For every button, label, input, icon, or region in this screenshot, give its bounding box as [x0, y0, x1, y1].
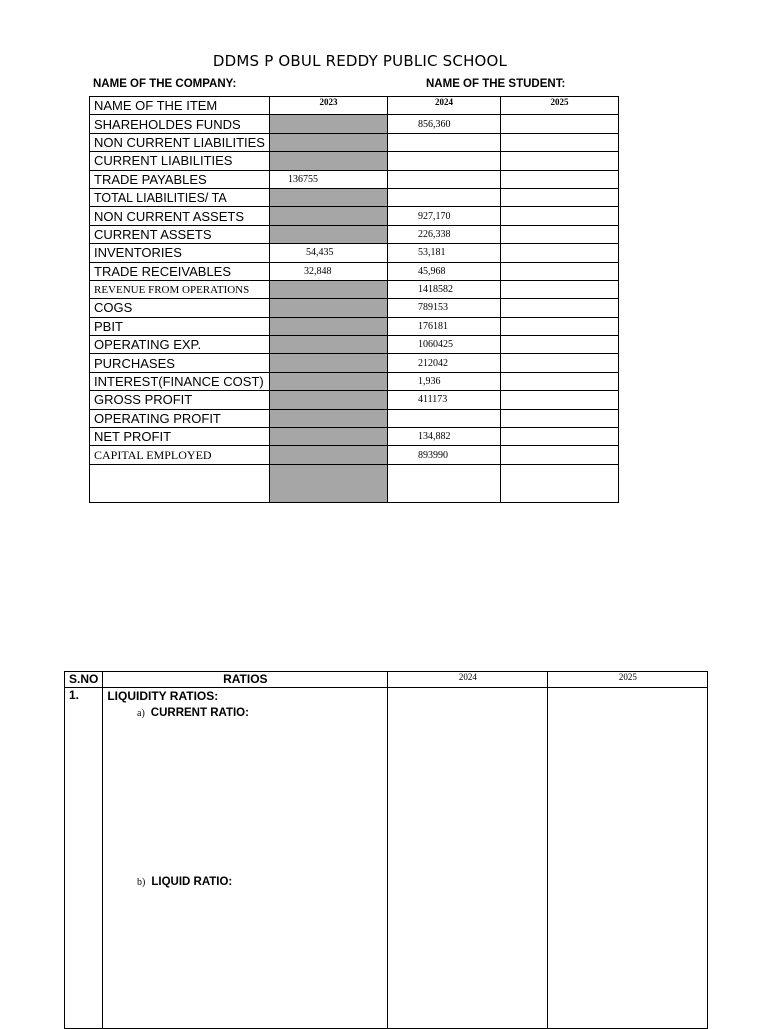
- item-name: GROSS PROFIT: [90, 391, 270, 409]
- cell-2023: 54,435: [269, 244, 387, 262]
- table-row: [90, 207, 619, 225]
- cell-2024: [387, 188, 500, 206]
- cell-2024: 45,968: [387, 262, 500, 280]
- cell-2024: 226,338: [387, 225, 500, 243]
- table-row: [90, 409, 619, 427]
- cell-2025: [500, 280, 618, 298]
- item-name: PBIT: [90, 317, 270, 335]
- cell-2023: [269, 280, 387, 298]
- cell-empty: [90, 464, 270, 502]
- cell-2023: [269, 225, 387, 243]
- ratios-cell: [103, 688, 388, 1029]
- company-name-label: NAME OF THE COMPANY:: [93, 78, 237, 90]
- item-name: OPERATING EXP.: [90, 336, 270, 354]
- cell-2025: [500, 446, 618, 464]
- item-name: OPERATING PROFIT: [90, 409, 270, 427]
- item-name: REVENUE FROM OPERATIONS: [90, 280, 270, 298]
- item-name: NET PROFIT: [90, 428, 270, 446]
- items-header-row: [90, 97, 619, 115]
- table-row: [90, 225, 619, 243]
- cell-2025: [500, 409, 618, 427]
- sub-ratio-label: LIQUID RATIO:: [151, 876, 233, 888]
- cell-2023: [269, 317, 387, 335]
- sno-cell: 1.: [65, 688, 103, 1029]
- cell-2025: [500, 225, 618, 243]
- financial-items-table: [89, 96, 619, 503]
- cell-2023: [269, 428, 387, 446]
- table-row: [90, 244, 619, 262]
- ratio-2024-cell: [388, 688, 548, 1029]
- item-name: CURRENT LIABILITIES: [90, 152, 270, 170]
- item-name: CAPITAL EMPLOYED: [90, 446, 270, 464]
- cell-2025: [500, 262, 618, 280]
- item-name: TRADE PAYABLES: [90, 170, 270, 188]
- ratio-2025-cell: [548, 688, 708, 1029]
- ratios-row-liquidity: [65, 688, 708, 1029]
- col-header-item: NAME OF THE ITEM: [90, 97, 270, 115]
- cell-2023: [269, 133, 387, 151]
- cell-2024: [387, 170, 500, 188]
- cell-2024: 134,882: [387, 428, 500, 446]
- cell-2023: [269, 115, 387, 133]
- school-title: DDMS P OBUL REDDY PUBLIC SCHOOL: [212, 52, 508, 70]
- cell-2024: 927,170: [387, 207, 500, 225]
- table-row: [90, 446, 619, 464]
- item-name: NON CURRENT LIABILITIES: [90, 133, 270, 151]
- cell-2025: [500, 372, 618, 390]
- col-header-2025: 2025: [548, 672, 708, 688]
- cell-2025: [500, 336, 618, 354]
- cell-2023: [269, 152, 387, 170]
- cell-2023: [269, 354, 387, 372]
- table-row: [90, 133, 619, 151]
- ratios-header-row: [65, 672, 708, 688]
- cell-2023: [269, 391, 387, 409]
- col-header-sno: S.NO: [65, 672, 103, 688]
- cell-2024: [387, 409, 500, 427]
- sub-ratio-liquid: [137, 876, 232, 888]
- col-header-2024: 2024: [387, 97, 500, 115]
- cell-2024: [387, 152, 500, 170]
- cell-2024: 53,181: [387, 244, 500, 262]
- cell-2025: [500, 152, 618, 170]
- item-name: CURRENT ASSETS: [90, 225, 270, 243]
- sub-ratio-current: [137, 707, 249, 719]
- table-row: [90, 170, 619, 188]
- cell-2024: 856,360: [387, 115, 500, 133]
- cell-2025: [500, 391, 618, 409]
- col-header-2025: 2025: [500, 97, 618, 115]
- table-row: [90, 188, 619, 206]
- cell-2025: [500, 299, 618, 317]
- col-header-2024: 2024: [388, 672, 548, 688]
- cell-2024: [387, 133, 500, 151]
- item-name: COGS: [90, 299, 270, 317]
- table-row: [90, 262, 619, 280]
- cell-2025: [500, 115, 618, 133]
- cell-2023: 32,848: [269, 262, 387, 280]
- sub-ratio-label: CURRENT RATIO:: [150, 707, 249, 719]
- cell-empty: [500, 464, 618, 502]
- cell-2024: 789153: [387, 299, 500, 317]
- cell-2025: [500, 133, 618, 151]
- cell-2025: [500, 170, 618, 188]
- item-name: TRADE RECEIVABLES: [90, 262, 270, 280]
- item-name: NON CURRENT ASSETS: [90, 207, 270, 225]
- cell-2024: 1,936: [387, 372, 500, 390]
- cell-2024: 176181: [387, 317, 500, 335]
- cell-2025: [500, 317, 618, 335]
- cell-2025: [500, 188, 618, 206]
- table-row: [90, 152, 619, 170]
- cell-2023: [269, 372, 387, 390]
- item-name: INVENTORIES: [90, 244, 270, 262]
- sub-ratio-letter: b): [137, 877, 146, 888]
- table-row: [90, 372, 619, 390]
- cell-2025: [500, 428, 618, 446]
- cell-2024: 893990: [387, 446, 500, 464]
- table-row: [90, 280, 619, 298]
- cell-2025: [500, 244, 618, 262]
- cell-2024: 1418582: [387, 280, 500, 298]
- table-row: [90, 115, 619, 133]
- cell-2023: [269, 299, 387, 317]
- ratios-table: [64, 671, 708, 1029]
- cell-2025: [500, 354, 618, 372]
- cell-2023: [269, 446, 387, 464]
- col-header-ratios: RATIOS: [103, 672, 388, 688]
- table-row: [90, 428, 619, 446]
- item-name: PURCHASES: [90, 354, 270, 372]
- cell-2025: [500, 207, 618, 225]
- cell-empty-shaded: [269, 464, 387, 502]
- cell-2023: 136755: [269, 170, 387, 188]
- cell-2023: [269, 207, 387, 225]
- table-row-empty: [90, 464, 619, 502]
- cell-2023: [269, 409, 387, 427]
- table-row: [90, 336, 619, 354]
- item-name: SHAREHOLDES FUNDS: [90, 115, 270, 133]
- student-name-label: NAME OF THE STUDENT:: [426, 78, 566, 90]
- cell-2024: 212042: [387, 354, 500, 372]
- cell-2023: [269, 336, 387, 354]
- sub-ratio-letter: a): [137, 708, 145, 719]
- cell-2024: 411173: [387, 391, 500, 409]
- cell-2023: [269, 188, 387, 206]
- table-row: [90, 299, 619, 317]
- col-header-2023: 2023: [269, 97, 387, 115]
- item-name: TOTAL LIABILITIES/ TA: [90, 188, 270, 206]
- item-name: INTEREST(FINANCE COST): [90, 372, 270, 390]
- cell-2024: 1060425: [387, 336, 500, 354]
- ratio-group-title: LIQUIDITY RATIOS:: [107, 689, 219, 703]
- table-row: [90, 391, 619, 409]
- table-row: [90, 317, 619, 335]
- cell-empty: [387, 464, 500, 502]
- table-row: [90, 354, 619, 372]
